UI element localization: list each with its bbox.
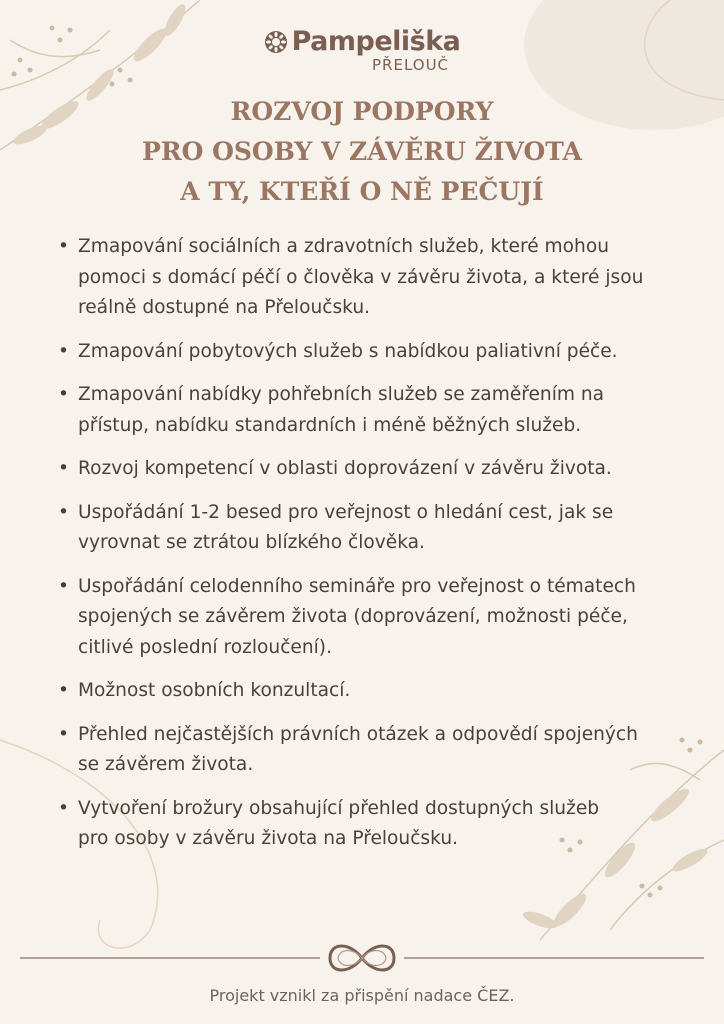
list-item [58, 794, 698, 855]
item-line: pomoci s domácí péčí o člověka v závěru života, a které jsou [78, 266, 644, 288]
list-item [58, 572, 698, 664]
item-line: přístup, nabídku standardních i méně běžných služeb. [78, 414, 582, 436]
item-line: Uspořádání 1-2 besed pro veřejnost o hledání cest, jak se [78, 501, 614, 523]
item-line: reálně dostupné na Přeloučsku. [78, 297, 371, 318]
footer-credit: Projekt vznikl za přispění nadace ČEZ. [209, 986, 515, 1005]
item-line: Vytvoření brožury obsahující přehled dostupných služeb [78, 797, 600, 819]
item-line: Rozvoj kompetencí v oblasti doprovázení v závěru života. [78, 458, 612, 479]
logo [0, 26, 724, 74]
logo-subtitle: PŘELOUČ [372, 56, 450, 74]
ornament-divider [20, 938, 704, 978]
list-item [58, 676, 698, 707]
list-item [58, 498, 698, 559]
list-item [58, 380, 698, 441]
title-line: ROZVOJ PODPORY [230, 97, 494, 126]
page-title [0, 92, 724, 212]
item-line: spojených se závěrem života (doprovázení, možnosti péče, [78, 606, 628, 627]
logo-name: Pampeliška [291, 26, 461, 57]
item-line: Zmapování pobytových služeb s nabídkou paliativní péče. [78, 340, 618, 362]
list-item [58, 720, 698, 781]
list-item [58, 454, 698, 485]
goals-list [58, 232, 698, 868]
item-line: se závěrem života. [78, 754, 254, 775]
list-item [58, 232, 698, 324]
item-line: Přehled nejčastějších právních otázek a odpovědí spojených [78, 723, 638, 745]
item-line: pro osoby v závěru života na Přeloučsku. [78, 828, 459, 849]
item-line: Uspořádání celodenního semináře pro veřejnost o tématech [78, 575, 636, 597]
list-item [58, 337, 698, 368]
item-line: Zmapování nabídky pohřebních služeb se zaměřením na [78, 384, 605, 405]
flower-icon [264, 30, 288, 54]
title-line: A TY, KTEŘÍ O NĚ PEČUJÍ [180, 177, 544, 206]
item-line: Možnost osobních konzultací. [78, 680, 351, 701]
item-line: citlivé poslední rozloučení). [78, 636, 332, 658]
item-line: Zmapování sociálních a zdravotních služeb, které mohou [78, 236, 609, 257]
title-line: PRO OSOBY V ZÁVĚRU ŽIVOTA [142, 137, 582, 166]
item-line: vyrovnat se ztrátou blízkého člověka. [78, 532, 425, 553]
